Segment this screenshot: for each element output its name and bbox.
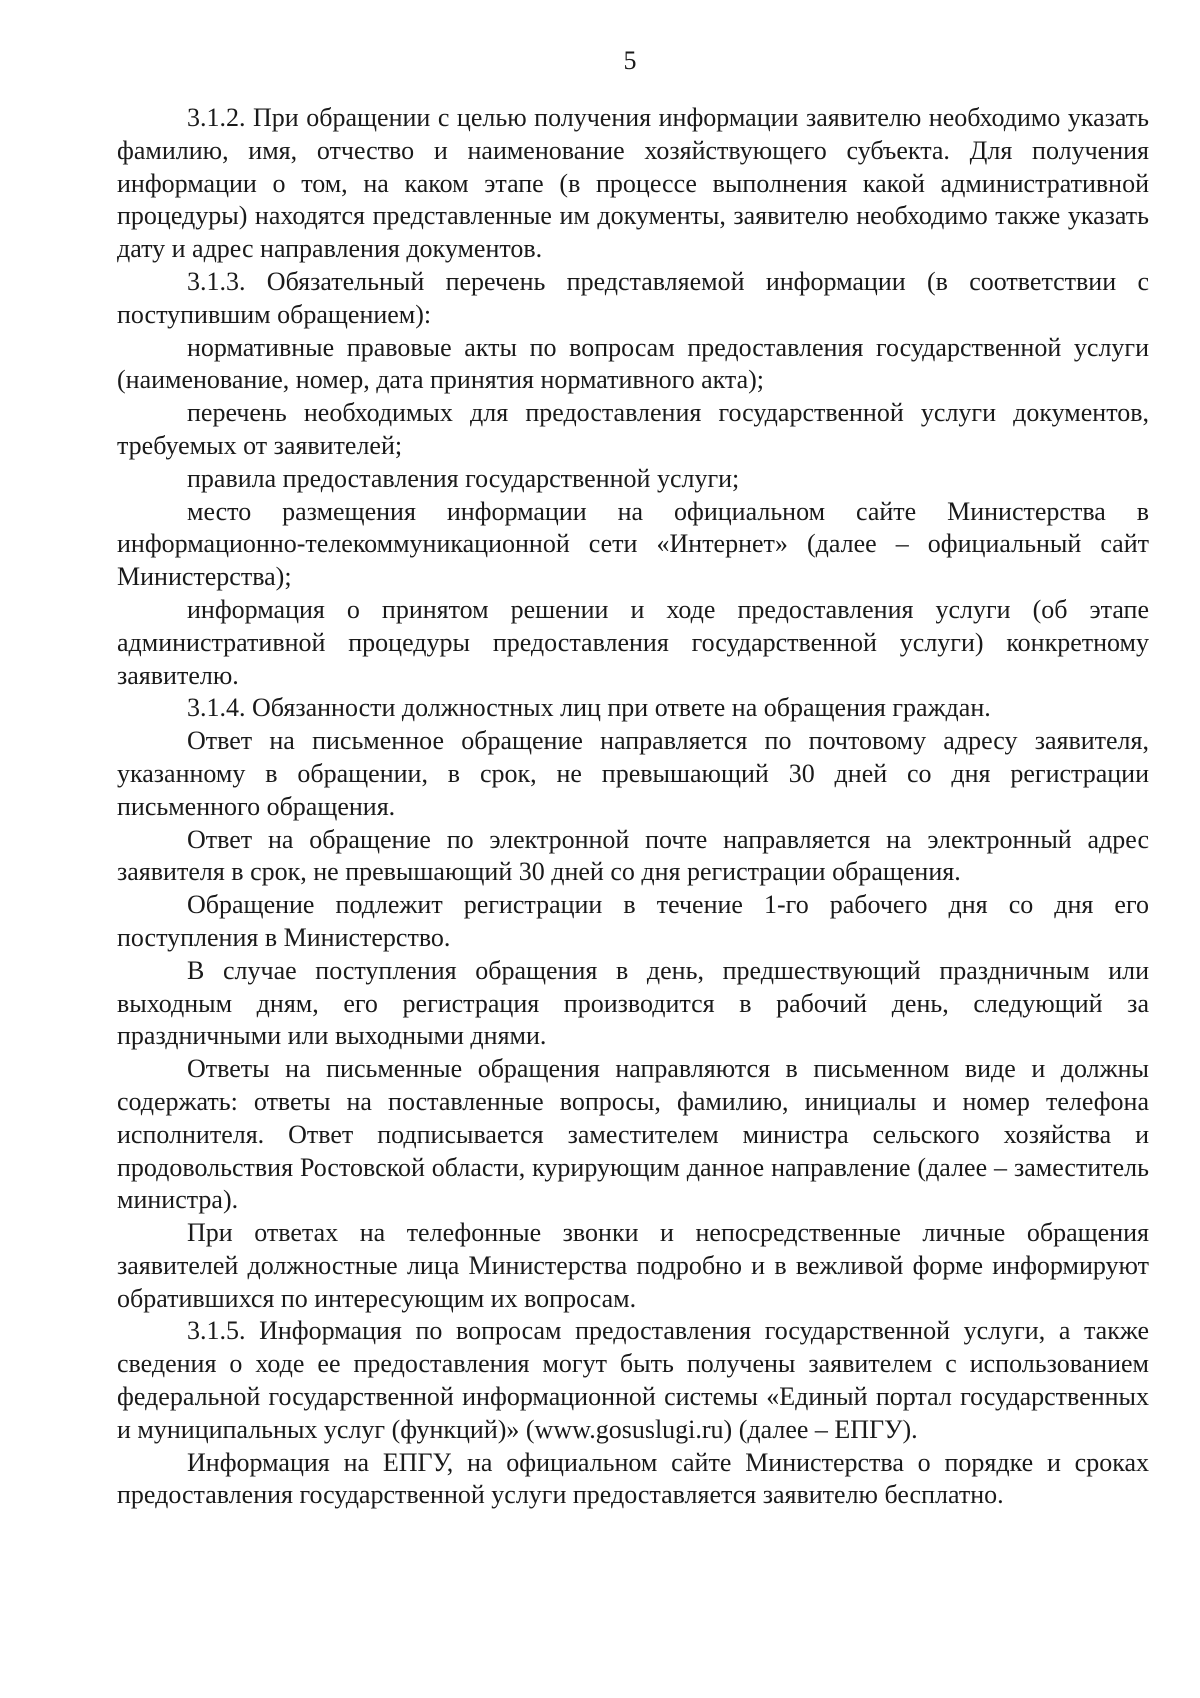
paragraph-answer-content: Ответы на письменные обращения направляются в письменном виде и должны содержать: ответы на поставленные вопросы, фамилию, инициалы и номер телефона исполнителя. Ответ подписывается заместителем министра сельского хозяйства и продовольствия Ростовской области, курирующим данное направление (далее – заместитель министра). [117, 1054, 1149, 1215]
paragraph-email-answer: Ответ на обращение по электронной почте направляется на электронный адрес заявителя в срок, не превышающий 30 дней со дня регистрации обращения. [117, 824, 1149, 887]
paragraph-written-answer: Ответ на письменное обращение направляется по почтовому адресу заявителя, указанному в обращении, в срок, не превышающий 30 дней со дня регистрации письменного обращения. [117, 726, 1149, 821]
paragraph-3-1-3: 3.1.3. Обязательный перечень представляемой информации (в соответствии с поступившим обращением): [117, 266, 1149, 329]
list-item-website: место размещения информации на официальном сайте Министерства в информационно-телекоммуникационной сети «Интернет» (далее – официальный сайт Министерства); [117, 496, 1149, 592]
list-item-rules: правила предоставления государственной услуги; [187, 463, 740, 493]
paragraph-registration: Обращение подлежит регистрации в течение 1-го рабочего дня со дня его поступления в Министерство. [117, 890, 1149, 952]
list-item-decision-info: информация о принятом решении и ходе предоставления услуги (об этапе административной процедуры предоставления государственной услуги) конкретному заявителю. [117, 594, 1149, 690]
paragraph-3-1-4: 3.1.4. Обязанности должностных лиц при ответе на обращения граждан. [187, 693, 991, 723]
paragraph-holidays: В случае поступления обращения в день, предшествующий праздничным или выходным дням, его регистрация производится в рабочий день, следующий за праздничными или выходными днями. [117, 955, 1149, 1051]
paragraph-3-1-5: 3.1.5. Информация по вопросам предоставления государственной услуги, а также сведения о ходе ее предоставления могут быть получены заявителем с использованием федеральной государственной информационной системы «Единый портал государственных и муниципальных услуг (функций)» (www.gosuslugi.ru) (далее – ЕПГУ). [117, 1316, 1149, 1444]
page-number: 5 [623, 46, 637, 75]
paragraph-free-info: Информация на ЕПГУ, на официальном сайте Министерства о порядке и сроках предоставления государственной услуги предоставляется заявителю бесплатно. [117, 1447, 1149, 1510]
list-item-documents: перечень необходимых для предоставления государственной услуги документов, требуемых от заявителей; [117, 398, 1149, 460]
document-body [117, 102, 1149, 1512]
paragraph-3-1-2: 3.1.2. При обращении с целью получения информации заявителю необходимо указать фамилию, имя, отчество и наименование хозяйствующего субъекта. Для получения информации о том, на каком этапе (в процессе выполнения какой административной процедуры) находятся представленные им документы, заявителю необходимо также указать дату и адрес направления документов. [117, 103, 1149, 264]
list-item-normative-acts: нормативные правовые акты по вопросам предоставления государственной услуги (наименование, номер, дата принятия нормативного акта); [117, 332, 1149, 395]
paragraph-phone-calls: При ответах на телефонные звонки и непосредственные личные обращения заявителей должностные лица Министерства подробно и в вежливой форме информируют обратившихся по интересующим их вопросам. [117, 1218, 1149, 1313]
